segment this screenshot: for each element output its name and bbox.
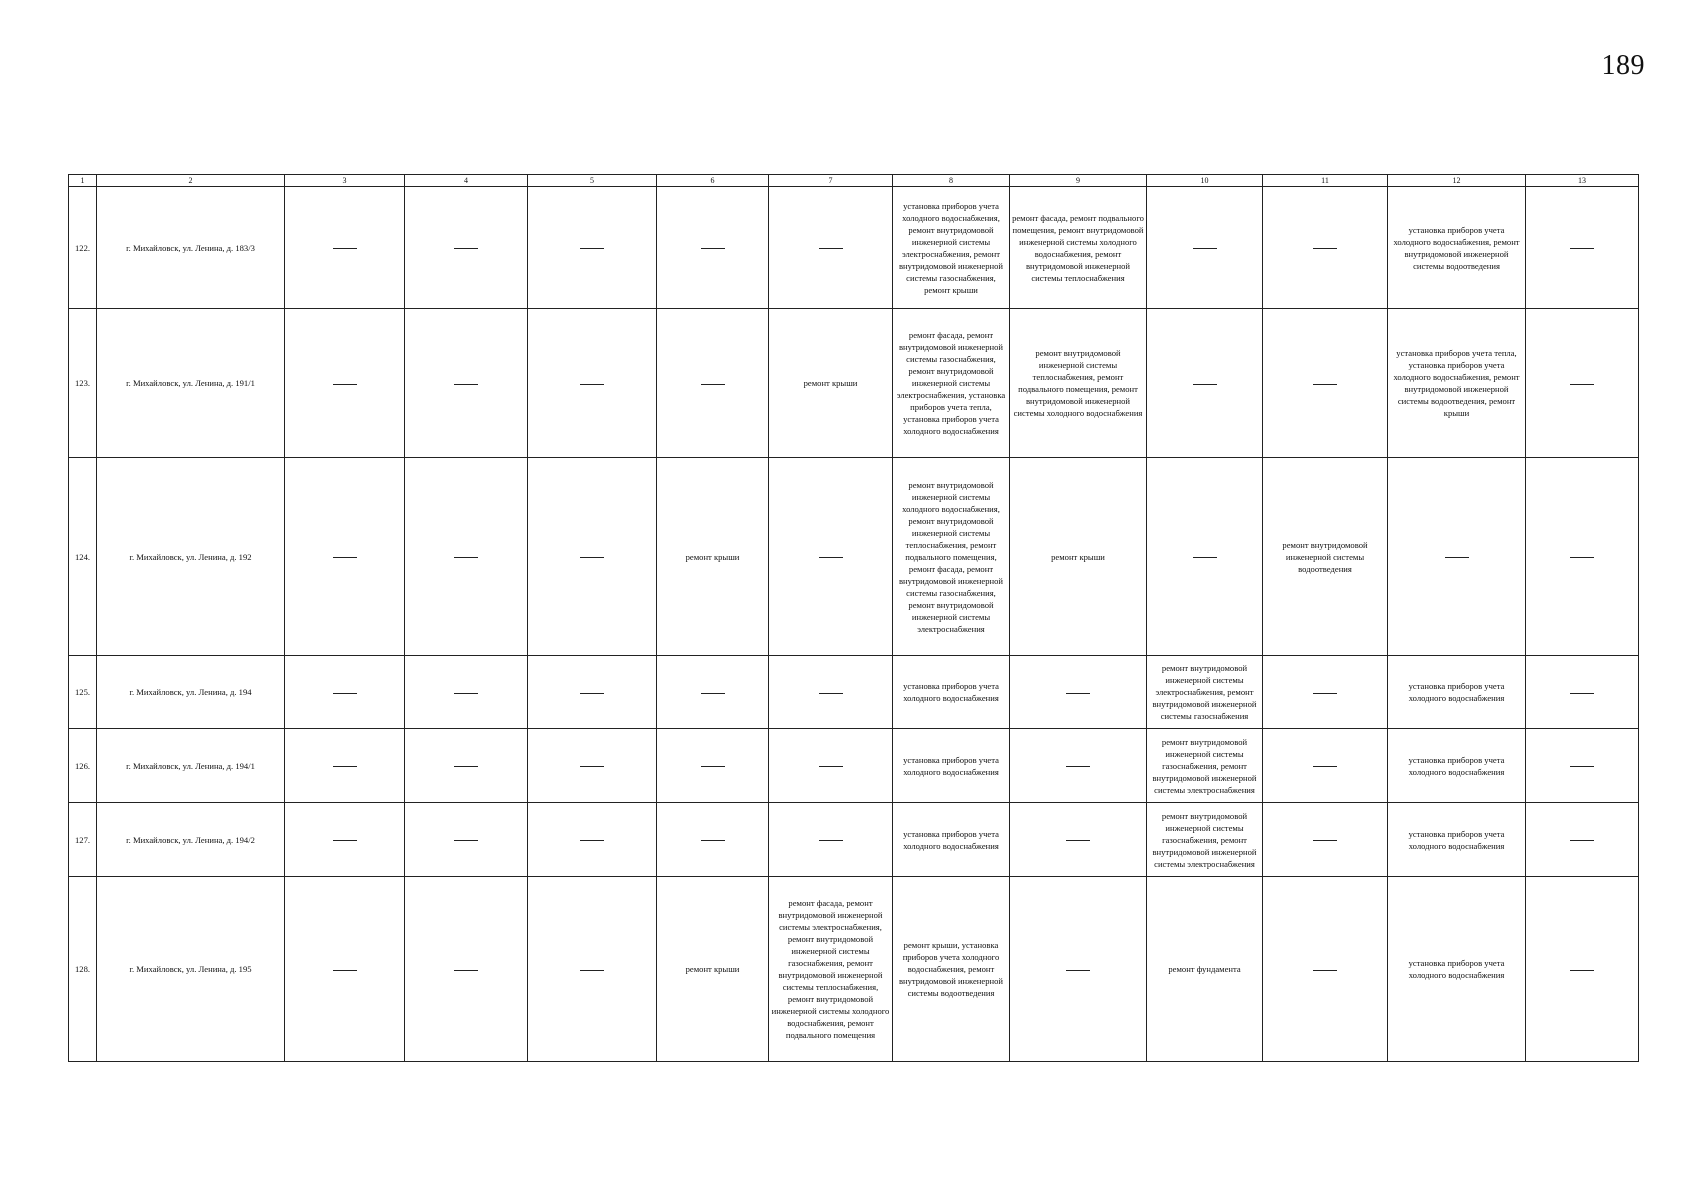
dash-mark xyxy=(580,248,604,249)
work-description-cell: ремонт внутридомовой инженерной системы газоснабжения, ремонт внутридомовой инженерной системы электроснабжения xyxy=(1147,803,1263,877)
empty-cell xyxy=(769,803,893,877)
dash-mark xyxy=(701,384,725,385)
dash-mark xyxy=(1066,840,1090,841)
empty-cell xyxy=(285,187,405,309)
work-description-cell: установка приборов учета холодного водоснабжения, ремонт внутридомовой инженерной системы электроснабжения, ремонт внутридомовой инженерной системы газоснабжения, ремонт крыши xyxy=(893,187,1010,309)
dash-mark xyxy=(333,970,357,971)
dash-mark xyxy=(1066,766,1090,767)
dash-mark xyxy=(333,557,357,558)
work-description-cell: ремонт крыши, установка приборов учета холодного водоснабжения, ремонт внутридомовой инженерной системы водоотведения xyxy=(893,877,1010,1062)
dash-mark xyxy=(701,693,725,694)
dash-mark xyxy=(454,693,478,694)
work-description-cell: установка приборов учета холодного водоснабжения, ремонт внутридомовой инженерной системы водоотведения xyxy=(1388,187,1526,309)
empty-cell xyxy=(405,803,528,877)
dash-mark xyxy=(1570,384,1594,385)
work-description-cell: установка приборов учета холодного водоснабжения xyxy=(893,729,1010,803)
dash-mark xyxy=(454,384,478,385)
dash-mark xyxy=(454,248,478,249)
table-row xyxy=(69,309,1639,458)
page-number: 189 xyxy=(1601,50,1645,81)
dash-mark xyxy=(819,248,843,249)
work-description-cell: установка приборов учета холодного водоснабжения xyxy=(1388,803,1526,877)
dash-mark xyxy=(580,766,604,767)
dash-mark xyxy=(580,840,604,841)
column-number: 6 xyxy=(657,175,769,187)
empty-cell xyxy=(405,309,528,458)
dash-mark xyxy=(1570,840,1594,841)
column-number: 13 xyxy=(1526,175,1639,187)
address-cell: г. Михайловск, ул. Ленина, д. 195 xyxy=(97,877,285,1062)
dash-mark xyxy=(454,557,478,558)
empty-cell xyxy=(528,803,657,877)
dash-mark xyxy=(580,970,604,971)
dash-mark xyxy=(1313,248,1337,249)
empty-cell xyxy=(1263,877,1388,1062)
row-number: 128. xyxy=(69,877,97,1062)
dash-mark xyxy=(1313,693,1337,694)
dash-mark xyxy=(701,840,725,841)
dash-mark xyxy=(819,557,843,558)
column-number: 11 xyxy=(1263,175,1388,187)
empty-cell xyxy=(769,458,893,656)
work-description-cell: ремонт фундамента xyxy=(1147,877,1263,1062)
empty-cell xyxy=(285,458,405,656)
work-description-cell: ремонт фасада, ремонт подвального помещения, ремонт внутридомовой инженерной системы холодного водоснабжения, ремонт внутридомовой инженерной системы теплоснабжения xyxy=(1010,187,1147,309)
dash-mark xyxy=(1570,557,1594,558)
empty-cell xyxy=(1526,729,1639,803)
empty-cell xyxy=(657,729,769,803)
work-description-cell: установка приборов учета холодного водоснабжения xyxy=(893,803,1010,877)
row-number: 122. xyxy=(69,187,97,309)
dash-mark xyxy=(819,693,843,694)
column-number: 12 xyxy=(1388,175,1526,187)
dash-mark xyxy=(580,557,604,558)
work-description-cell: ремонт внутридомовой инженерной системы водоотведения xyxy=(1263,458,1388,656)
work-description-cell: ремонт внутридомовой инженерной системы холодного водоснабжения, ремонт внутридомовой инженерной системы теплоснабжения, ремонт подвального помещения, ремонт фасада, ремонт внутридомовой инженерной системы газоснабжения, ремонт внутридомовой инженерной системы электроснабжения xyxy=(893,458,1010,656)
table-row xyxy=(69,877,1639,1062)
work-description-cell: установка приборов учета холодного водоснабжения xyxy=(893,656,1010,729)
column-number: 10 xyxy=(1147,175,1263,187)
column-number: 1 xyxy=(69,175,97,187)
empty-cell xyxy=(1147,458,1263,656)
empty-cell xyxy=(1526,877,1639,1062)
empty-cell xyxy=(657,187,769,309)
work-description-cell: ремонт крыши xyxy=(657,458,769,656)
empty-cell xyxy=(285,656,405,729)
works-schedule-table xyxy=(68,174,1639,1062)
address-cell: г. Михайловск, ул. Ленина, д. 183/3 xyxy=(97,187,285,309)
empty-cell xyxy=(528,187,657,309)
column-number: 7 xyxy=(769,175,893,187)
dash-mark xyxy=(1193,384,1217,385)
empty-cell xyxy=(1263,656,1388,729)
empty-cell xyxy=(1526,656,1639,729)
address-cell: г. Михайловск, ул. Ленина, д. 194 xyxy=(97,656,285,729)
dash-mark xyxy=(1570,970,1594,971)
dash-mark xyxy=(454,840,478,841)
empty-cell xyxy=(657,656,769,729)
dash-mark xyxy=(701,248,725,249)
table-row xyxy=(69,729,1639,803)
dash-mark xyxy=(333,840,357,841)
column-number-header-row xyxy=(69,175,1639,187)
dash-mark xyxy=(333,693,357,694)
dash-mark xyxy=(701,766,725,767)
empty-cell xyxy=(1147,309,1263,458)
empty-cell xyxy=(285,877,405,1062)
row-number: 127. xyxy=(69,803,97,877)
row-number: 126. xyxy=(69,729,97,803)
dash-mark xyxy=(1570,693,1594,694)
work-description-cell: ремонт внутридомовой инженерной системы газоснабжения, ремонт внутридомовой инженерной системы электроснабжения xyxy=(1147,729,1263,803)
empty-cell xyxy=(1263,729,1388,803)
work-description-cell: установка приборов учета холодного водоснабжения xyxy=(1388,877,1526,1062)
dash-mark xyxy=(1445,557,1469,558)
dash-mark xyxy=(1570,248,1594,249)
column-number: 3 xyxy=(285,175,405,187)
row-number: 123. xyxy=(69,309,97,458)
work-description-cell: ремонт крыши xyxy=(657,877,769,1062)
empty-cell xyxy=(528,656,657,729)
dash-mark xyxy=(454,766,478,767)
column-number: 5 xyxy=(528,175,657,187)
work-description-cell: установка приборов учета тепла, установка приборов учета холодного водоснабжения, ремонт внутридомовой инженерной системы водоотведения, ремонт крыши xyxy=(1388,309,1526,458)
address-cell: г. Михайловск, ул. Ленина, д. 194/1 xyxy=(97,729,285,803)
dash-mark xyxy=(1313,384,1337,385)
work-description-cell: ремонт внутридомовой инженерной системы электроснабжения, ремонт внутридомовой инженерной системы газоснабжения xyxy=(1147,656,1263,729)
empty-cell xyxy=(405,729,528,803)
column-number: 4 xyxy=(405,175,528,187)
empty-cell xyxy=(528,729,657,803)
dash-mark xyxy=(333,384,357,385)
empty-cell xyxy=(528,309,657,458)
work-description-cell: ремонт крыши xyxy=(769,309,893,458)
dash-mark xyxy=(1313,766,1337,767)
dash-mark xyxy=(454,970,478,971)
column-number: 9 xyxy=(1010,175,1147,187)
dash-mark xyxy=(580,693,604,694)
dash-mark xyxy=(1066,970,1090,971)
dash-mark xyxy=(819,840,843,841)
work-description-cell: установка приборов учета холодного водоснабжения xyxy=(1388,656,1526,729)
empty-cell xyxy=(405,877,528,1062)
column-number: 8 xyxy=(893,175,1010,187)
table-body xyxy=(69,187,1639,1062)
work-description-cell: ремонт крыши xyxy=(1010,458,1147,656)
empty-cell xyxy=(528,877,657,1062)
empty-cell xyxy=(528,458,657,656)
empty-cell xyxy=(1010,877,1147,1062)
empty-cell xyxy=(1010,729,1147,803)
dash-mark xyxy=(1193,248,1217,249)
empty-cell xyxy=(1526,187,1639,309)
table-row xyxy=(69,458,1639,656)
row-number: 125. xyxy=(69,656,97,729)
work-description-cell: ремонт фасада, ремонт внутридомовой инженерной системы газоснабжения, ремонт внутридомовой инженерной системы электроснабжения, установка приборов учета тепла, установка приборов учета холодного водоснабжения xyxy=(893,309,1010,458)
address-cell: г. Михайловск, ул. Ленина, д. 194/2 xyxy=(97,803,285,877)
work-description-cell: установка приборов учета холодного водоснабжения xyxy=(1388,729,1526,803)
empty-cell xyxy=(657,803,769,877)
empty-cell xyxy=(769,656,893,729)
empty-cell xyxy=(1010,656,1147,729)
dash-mark xyxy=(1313,840,1337,841)
empty-cell xyxy=(405,656,528,729)
dash-mark xyxy=(1193,557,1217,558)
empty-cell xyxy=(769,187,893,309)
work-description-cell: ремонт внутридомовой инженерной системы теплоснабжения, ремонт подвального помещения, ремонт внутридомовой инженерной системы холодного водоснабжения xyxy=(1010,309,1147,458)
table-row xyxy=(69,656,1639,729)
table-row xyxy=(69,187,1639,309)
empty-cell xyxy=(1010,803,1147,877)
address-cell: г. Михайловск, ул. Ленина, д. 192 xyxy=(97,458,285,656)
empty-cell xyxy=(285,309,405,458)
address-cell: г. Михайловск, ул. Ленина, д. 191/1 xyxy=(97,309,285,458)
empty-cell xyxy=(1526,803,1639,877)
table-row xyxy=(69,803,1639,877)
empty-cell xyxy=(1263,803,1388,877)
empty-cell xyxy=(1526,458,1639,656)
empty-cell xyxy=(285,803,405,877)
row-number: 124. xyxy=(69,458,97,656)
dash-mark xyxy=(333,248,357,249)
empty-cell xyxy=(657,309,769,458)
empty-cell xyxy=(1147,187,1263,309)
empty-cell xyxy=(1388,458,1526,656)
dash-mark xyxy=(580,384,604,385)
empty-cell xyxy=(769,729,893,803)
dash-mark xyxy=(1313,970,1337,971)
empty-cell xyxy=(405,187,528,309)
column-number: 2 xyxy=(97,175,285,187)
dash-mark xyxy=(819,766,843,767)
empty-cell xyxy=(1263,309,1388,458)
empty-cell xyxy=(405,458,528,656)
empty-cell xyxy=(1526,309,1639,458)
dash-mark xyxy=(1066,693,1090,694)
dash-mark xyxy=(333,766,357,767)
empty-cell xyxy=(1263,187,1388,309)
dash-mark xyxy=(1570,766,1594,767)
empty-cell xyxy=(285,729,405,803)
work-description-cell: ремонт фасада, ремонт внутридомовой инженерной системы электроснабжения, ремонт внутридомовой инженерной системы газоснабжения, ремонт внутридомовой инженерной системы теплоснабжения, ремонт внутридомовой инженерной системы холодного водоснабжения, ремонт подвального помещения xyxy=(769,877,893,1062)
